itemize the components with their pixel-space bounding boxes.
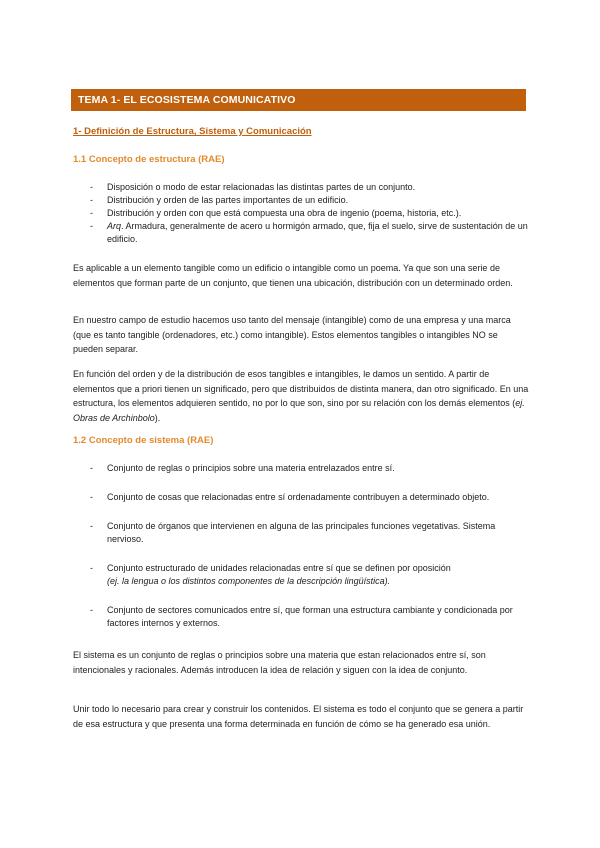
paragraph: Unir todo lo necesario para crear y construir los contenidos. El sistema es todo el conjunto que se genera a partir de esa estructura y que presenta una forma determinada en función de cómo se ha generado esa unión. — [73, 704, 524, 729]
paragraph: Es aplicable a un elemento tangible como un edificio o intangible como un poema. Ya que son una serie de elementos que forman parte de un conjunto, que tienen una ubicación, distribución con un determinado orden. — [73, 263, 513, 288]
system-definition-list — [90, 462, 530, 630]
section-title: 1- Definición de Estructura, Sistema y Comunicación — [73, 126, 312, 137]
list-item: - Conjunto de órganos que intervienen en alguna de las principales funciones vegetativas. Sistema nervioso. — [90, 521, 496, 544]
subsection-title-structure: 1.1 Concepto de estructura (RAE) — [73, 154, 225, 165]
structure-definition-list — [90, 181, 530, 246]
list-item: - Arq. Armadura, generalmente de acero u hormigón armado, que, fija el suelo, sirve de sustentación de un edificio. — [90, 221, 528, 244]
paragraph: En función del orden y de la distribución de esos tangibles e intangibles, le damos un sentido. A partir de elementos que a priori tienen un significado, pero que distribuidos de distinta manera, dan otro significado. En una estructura, los elementos adquieren sentido, no por lo que son, sino por su relación con los demás elementos (ej. Obras de Archinbolo). — [73, 369, 529, 423]
paragraph: En nuestro campo de estudio hacemos uso tanto del mensaje (intangible) como de una empresa y una marca (que es tanto tangible (ordenadores, etc.) como intangible). Estos elementos tangibles o intangibles NO se pueden separar. — [73, 315, 511, 354]
list-item: - Conjunto de sectores comunicados entre sí, que forman una estructura cambiante y condicionada por factores internos y externos. — [90, 605, 513, 628]
list-item: - Disposición o modo de estar relacionadas las distintas partes de un conjunto. — [90, 182, 416, 192]
chapter-title: TEMA 1- EL ECOSISTEMA COMUNICATIVO — [71, 89, 526, 111]
list-item: - Distribución y orden con que está compuesta una obra de ingenio (poema, historia, etc.). — [90, 208, 462, 218]
paragraph: El sistema es un conjunto de reglas o principios sobre una materia que estan relacionados entre sí, son intencionales y racionales. Además introducen la idea de relación y siguen con la idea de conjunto. — [73, 650, 486, 675]
subsection-title-system: 1.2 Concepto de sistema (RAE) — [73, 435, 214, 446]
list-item: - Conjunto de reglas o principios sobre una materia entrelazados entre sí. — [90, 463, 395, 473]
list-item: - Distribución y orden de las partes importantes de un edificio. — [90, 195, 349, 205]
list-item: - Conjunto de cosas que relacionadas entre sí ordenadamente contribuyen a determinado objeto. — [90, 492, 490, 502]
list-item: - Conjunto estructurado de unidades relacionadas entre sí que se definen por oposición (ej. la lengua o los distintos componentes de la descripción lingüística). — [90, 563, 451, 586]
